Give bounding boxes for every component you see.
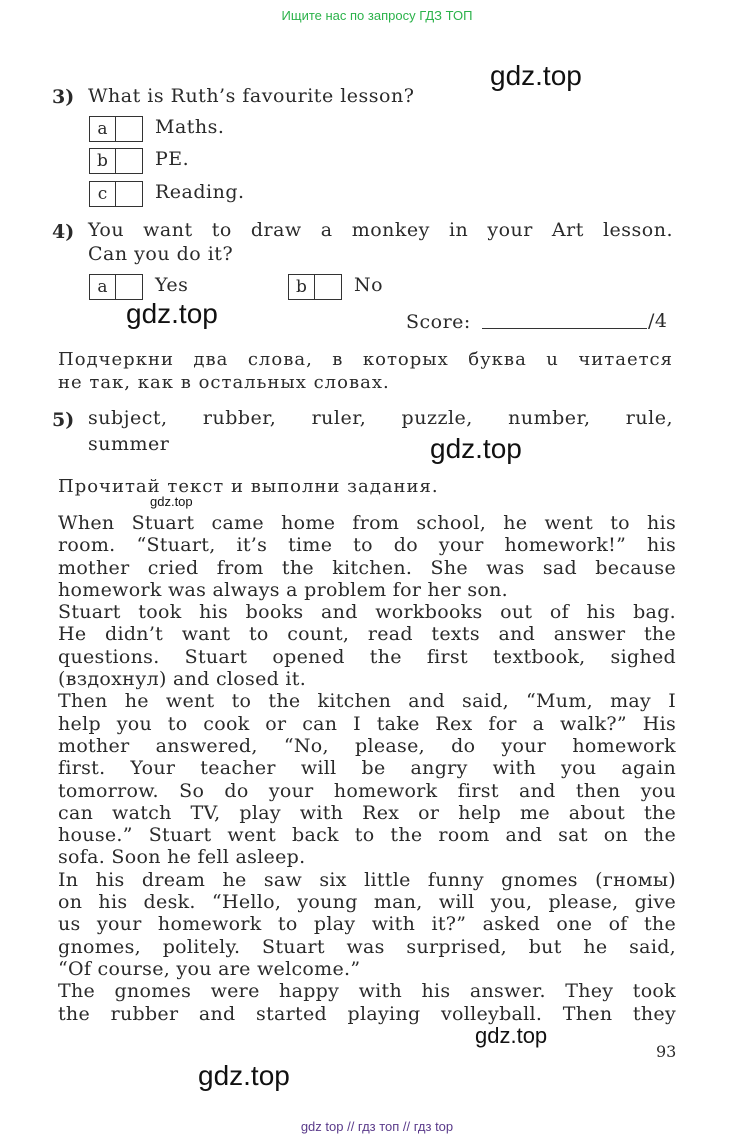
question-5-line1: subject, rubber, ruler, puzzle, number, rule, [88, 407, 673, 429]
reading-text [58, 512, 676, 1025]
text-line: questions. Stuart opened the first textbook, sighed [58, 645, 676, 668]
question-3-number: 3) [52, 86, 75, 108]
question-3-text: What is Ruth’s favourite lesson? [88, 85, 415, 107]
score-line[interactable] [482, 328, 647, 329]
score-total: /4 [648, 310, 668, 332]
text-line: gnomes, politely. Stuart was surprised, but he said, [58, 935, 676, 958]
text-line: sofa. Soon he fell asleep. [58, 846, 306, 869]
question-5-number: 5) [52, 409, 75, 431]
page-number: 93 [656, 1042, 677, 1061]
question-4-number: 4) [52, 221, 75, 243]
question-5-line2: summer [88, 433, 170, 455]
option-4b-label: No [354, 274, 384, 296]
text-line: homework was always a problem for her son. [58, 578, 509, 601]
text-line: (вздохнул) and closed it. [58, 668, 307, 691]
text-line: “Of course, you are welcome.” [58, 957, 361, 980]
text-line: When Stuart came home from school, he went to his [58, 512, 676, 534]
question-4-text-line1: You want to draw a monkey in your Art lesson. [88, 219, 673, 241]
text-line: us your homework to play with it?” asked one of the [58, 913, 676, 936]
watermark: gdz.top [490, 60, 582, 91]
watermark: gdz.top [126, 298, 218, 329]
text-line: mother answered, “No, please, do your homework [58, 734, 676, 757]
text-line: can watch TV, play with Rex or help me about the [58, 801, 676, 824]
option-4a-label: Yes [155, 274, 189, 296]
task-underline-line1: Подчеркни два слова, в которых буква u читается [58, 349, 673, 370]
text-line: He didn’t want to count, read texts and answer the [58, 623, 676, 646]
option-letter: c [90, 182, 116, 206]
text-line: Then he went to the kitchen and said, “Mum, may I [58, 690, 676, 713]
text-line: Stuart took his books and workbooks out of his bag. [58, 601, 676, 624]
text-line: room. “Stuart, it’s time to do your homework!” his [58, 534, 676, 557]
watermark: gdz.top [475, 1023, 548, 1048]
option-letter: a [90, 117, 116, 141]
text-line: help you to cook or can I take Rex for a walk?” His [58, 712, 676, 735]
option-4b-box[interactable] [288, 274, 342, 300]
option-letter: b [289, 275, 315, 299]
task-read-heading: Прочитай текст и выполни задания. [58, 476, 439, 497]
score-label: Score: [406, 311, 471, 333]
text-line: the rubber and started playing volleyball. Then they [58, 1002, 676, 1025]
text-line: mother cried from the kitchen. She was sad because [58, 556, 676, 579]
watermark: gdz.top [430, 433, 522, 464]
bottom-links[interactable]: gdz top // гдз топ // гдз top [300, 1119, 454, 1134]
option-3b-label: PE. [155, 148, 190, 170]
option-3c-box[interactable] [89, 181, 143, 207]
text-line: on his desk. “Hello, young man, will you, please, give [58, 891, 676, 914]
option-3a-label: Maths. [155, 116, 225, 138]
option-letter: b [90, 149, 116, 173]
option-3b-box[interactable] [89, 148, 143, 174]
text-line: house.” Stuart went back to the room and sat on the [58, 824, 676, 847]
option-letter: a [90, 275, 116, 299]
option-3c-label: Reading. [155, 181, 245, 203]
text-line: first. Your teacher will be angry with you again [58, 757, 676, 780]
option-3a-box[interactable] [89, 116, 143, 142]
top-banner[interactable]: Ищите нас по запросу ГДЗ ТОП [281, 8, 473, 23]
option-4a-box[interactable] [89, 274, 143, 300]
watermark: gdz.top [198, 1060, 290, 1091]
text-line: tomorrow. So do your homework first and then you [58, 779, 676, 802]
text-line: In his dream he saw six little funny gnomes (гномы) [58, 868, 676, 891]
task-underline-line2: не так, как в остальных словах. [58, 372, 390, 393]
question-4-text-line2: Can you do it? [88, 243, 234, 265]
text-line: The gnomes were happy with his answer. They took [58, 980, 676, 1003]
watermark: gdz.top [150, 494, 193, 509]
